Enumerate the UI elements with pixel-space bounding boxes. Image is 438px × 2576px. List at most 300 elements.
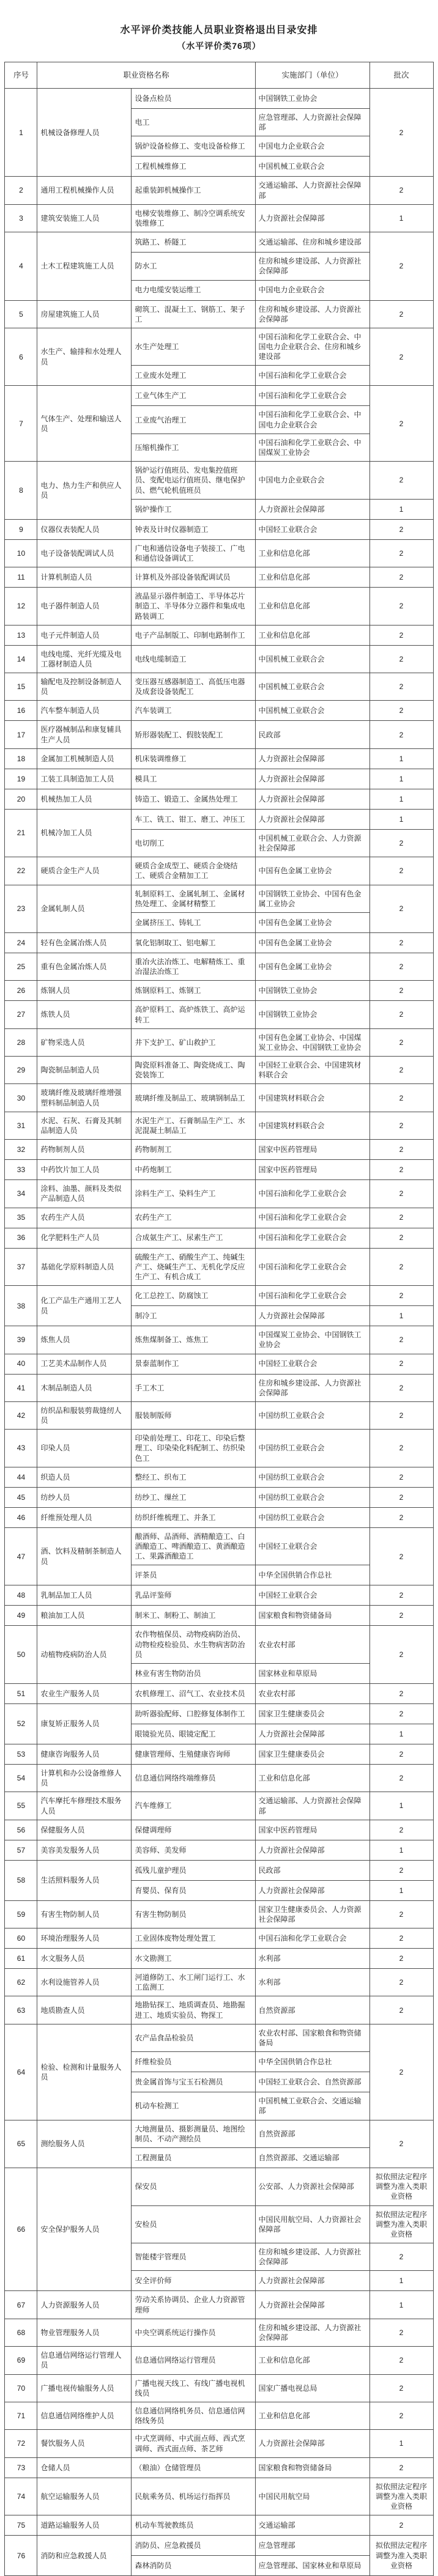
batch-cell: 2	[369, 1527, 433, 1585]
qualification-name-cell: 电力电缆安装运维工	[132, 280, 255, 300]
department-cell: 公安部、人力资源社会保障部	[255, 2168, 369, 2205]
row-number-cell: 61	[5, 1949, 37, 1969]
department-cell: 中国机械工业联合会、人力资源社会保障部	[255, 829, 369, 857]
table-row	[5, 625, 433, 645]
batch-cell: 2	[369, 1057, 433, 1084]
qualification-name-cell: 美容师、美发师	[132, 1840, 255, 1860]
department-cell: 中国建筑材料联合会	[255, 1084, 369, 1112]
table-row	[5, 2402, 433, 2429]
department-cell: 中华全国供销合作总社	[255, 2052, 369, 2072]
row-number-cell: 26	[5, 981, 37, 1001]
category-cell: 建筑安装施工人员	[37, 204, 132, 232]
qualification-name-cell: 车工、铣工、钳工、磨工、冲压工	[132, 809, 255, 829]
table-row	[5, 1286, 433, 1306]
qualification-name-cell: 锅炉运行值班员、发电集控值班员、变配电运行值班员、继电保护员、燃气轮机值班员	[132, 462, 255, 500]
table-row	[5, 1744, 433, 1764]
department-cell: 中国钢铁工业协会	[255, 1001, 369, 1028]
row-number-cell: 16	[5, 701, 37, 721]
table-row	[5, 1248, 433, 1286]
department-cell: 交通运输部、住房和城乡建设部	[255, 232, 369, 253]
row-number-cell: 65	[5, 2120, 37, 2168]
category-cell: 电线电缆、光纤光缆及电工器材制造人员	[37, 645, 132, 673]
category-cell: 房屋建筑施工人员	[37, 300, 132, 328]
department-cell: 住房和城乡建设部、人力资源社会保障部	[255, 253, 369, 280]
qualification-name-cell: 合成氨生产工、尿素生产工	[132, 1228, 255, 1248]
row-number-cell: 29	[5, 1057, 37, 1084]
table-row	[5, 1820, 433, 1840]
department-cell: 人力资源社会保障部	[255, 2430, 369, 2457]
row-number-cell: 39	[5, 1326, 37, 1354]
department-cell: 工业和信息化部	[255, 1764, 369, 1792]
qualification-name-cell: 矫形器装配工、假肢装配工	[132, 721, 255, 748]
batch-cell: 2	[369, 1467, 433, 1487]
department-cell: 中国轻工业联合会、自然资源部	[255, 2072, 369, 2092]
table-row	[5, 1606, 433, 1626]
department-cell: 中国石油和化学工业联合会	[255, 1248, 369, 1286]
qualification-name-cell: 铸造工、锻造工、金属热处理工	[132, 789, 255, 809]
qualification-name-cell: 化工总控工、防腐蚀工	[132, 1286, 255, 1306]
table-row	[5, 1001, 433, 1028]
row-number-cell: 36	[5, 1228, 37, 1248]
batch-cell: 2	[369, 2120, 433, 2168]
batch-cell: 2	[369, 1683, 433, 1703]
batch-cell: 2	[369, 721, 433, 748]
batch-cell: 2	[369, 2515, 433, 2536]
department-cell: 自然资源部	[255, 2120, 369, 2147]
row-number-cell: 5	[5, 300, 37, 328]
department-cell: 人力资源社会保障部	[255, 789, 369, 809]
table-row	[5, 1374, 433, 1401]
category-cell: 炼焦人员	[37, 1326, 132, 1354]
row-number-cell: 50	[5, 1626, 37, 1684]
row-number-cell: 6	[5, 328, 37, 386]
batch-cell: 1	[369, 809, 433, 829]
batch-cell: 1	[369, 2430, 433, 2457]
department-cell: 国家卫生健康委员会、人力资源社会保障部	[255, 1900, 369, 1928]
department-cell: 国家卫生健康委员会	[255, 1703, 369, 1724]
qualification-name-cell: 炼焦煤制备工、炼焦工	[132, 1326, 255, 1354]
batch-cell: 2	[369, 1228, 433, 1248]
row-number-cell: 70	[5, 2374, 37, 2402]
batch-cell: 2	[369, 567, 433, 588]
table-row	[5, 2120, 433, 2147]
row-number-cell: 55	[5, 1792, 37, 1820]
row-number-cell: 51	[5, 1683, 37, 1703]
table-row	[5, 204, 433, 232]
department-cell: 中国民用航空局	[255, 2478, 369, 2515]
qualification-name-cell: 地勘钻探工、地质调查员、地勘掘进工、地质实验员、物探工	[132, 1996, 255, 2024]
department-cell: 水利部	[255, 1949, 369, 1969]
batch-cell: 2	[369, 462, 433, 500]
page-subtitle: （水平评价类76项）	[177, 41, 261, 51]
table-row	[5, 748, 433, 769]
department-cell: 应急管理部、人力资源社会保障部	[255, 109, 369, 136]
qualification-name-cell: 汽车装调工	[132, 701, 255, 721]
qualification-name-cell: 广电和通信设备电子装接工、广电和通信设备调试工	[132, 539, 255, 567]
qualification-name-cell: 制冷工	[132, 1306, 255, 1326]
qualification-name-cell: 孤残儿童护理员	[132, 1860, 255, 1880]
category-cell: 轻有色金属冶炼人员	[37, 932, 132, 953]
row-number-cell: 24	[5, 932, 37, 953]
category-cell: 物业管理服务人员	[37, 2319, 132, 2346]
qualifications-table	[4, 62, 433, 2576]
row-number-cell: 60	[5, 1928, 37, 1949]
department-cell: 中国电力企业联合会	[255, 136, 369, 157]
row-number-cell: 1	[5, 89, 37, 177]
table-row	[5, 1160, 433, 1180]
qualification-name-cell: 景泰蓝制作工	[132, 1354, 255, 1374]
department-cell: 人力资源社会保障部	[255, 748, 369, 769]
category-cell: 工装工具制造加工人员	[37, 769, 132, 789]
batch-cell: 2	[369, 2457, 433, 2478]
department-cell: 中国石油和化学工业联合会、中国煤炭工业协会	[255, 434, 369, 461]
department-cell: 应急管理部、国家林业和草原局	[255, 2556, 369, 2576]
qualification-name-cell: 中央空调系统运行操作员	[132, 2319, 255, 2346]
row-number-cell: 7	[5, 386, 37, 462]
category-cell: 重有色金属冶炼人员	[37, 953, 132, 980]
qualification-name-cell: 健康管理师、生殖健康咨询师	[132, 1744, 255, 1764]
category-cell: 气体生产、处理和输送人员	[37, 386, 132, 462]
department-cell: 水利部	[255, 1969, 369, 1996]
department-cell: 中国轻工业联合会	[255, 1527, 369, 1565]
department-cell: 住房和城乡建设部、人力资源社会保障部	[255, 1374, 369, 1401]
department-cell: 自然资源部	[255, 1996, 369, 2024]
row-number-cell: 3	[5, 204, 37, 232]
row-number-cell: 13	[5, 625, 37, 645]
category-cell: 检验、检测和计量服务人员	[37, 2024, 132, 2120]
department-cell: 中国机械工业联合会、交通运输部	[255, 2092, 369, 2120]
row-number-cell: 35	[5, 1208, 37, 1228]
department-cell: 工业和信息化部	[255, 539, 369, 567]
qualification-name-cell: 信息通信网络终端维修员	[132, 1764, 255, 1792]
table-row	[5, 1527, 433, 1565]
department-cell: 农业农村部	[255, 1626, 369, 1664]
table-row	[5, 2536, 433, 2556]
qualification-name-cell: 高炉原料工、高炉炼铁工、高炉运转工	[132, 1001, 255, 1028]
department-cell: 交通运输部、人力资源社会保障部	[255, 1792, 369, 1820]
qualification-name-cell: 药物制剂工	[132, 1140, 255, 1160]
batch-cell: 1	[369, 2291, 433, 2319]
qualification-name-cell: 信息通信网络机务员、信息通信网络线务员	[132, 2402, 255, 2429]
category-cell: 消防和应急救援人员	[37, 2536, 132, 2576]
table-row	[5, 1949, 433, 1969]
table-row	[5, 328, 433, 366]
row-number-cell: 9	[5, 519, 37, 539]
row-number-cell: 18	[5, 748, 37, 769]
category-cell: 纤维预处理人员	[37, 1507, 132, 1527]
qualification-name-cell: 电工	[132, 109, 255, 136]
table-row	[5, 1401, 433, 1429]
qualification-name-cell: 硫酸生产工、硝酸生产工、纯碱生产工、烧碱生产工、无机化学反应生产工、有机合成工	[132, 1248, 255, 1286]
table-row	[5, 769, 433, 789]
qualification-name-cell: 乳品评鉴师	[132, 1585, 255, 1606]
page-title: 水平评价类技能人员职业资格退出目录安排	[120, 25, 318, 35]
category-cell: 信息通信网络运行管理人员	[37, 2347, 132, 2374]
qualification-name-cell: 消防员、应急救援员	[132, 2536, 255, 2556]
batch-cell: 1	[369, 1880, 433, 1900]
qualification-name-cell: 电线电缆制造工	[132, 645, 255, 673]
qualification-name-cell: 变压器互感器制造工、高低压电器及成套设备装配工	[132, 673, 255, 701]
qualification-name-cell: 纤维检验员	[132, 2052, 255, 2072]
batch-cell: 2	[369, 1703, 433, 1724]
category-cell: 水生产、输排和水处理人员	[37, 328, 132, 386]
row-number-cell: 38	[5, 1286, 37, 1326]
batch-cell: 2	[369, 953, 433, 980]
department-cell: 住房和城乡建设部、人力资源社会保障部	[255, 2319, 369, 2346]
batch-cell: 2	[369, 1996, 433, 2024]
department-cell: 国家林业和草原局	[255, 1663, 369, 1683]
table-row	[5, 1326, 433, 1354]
table-row	[5, 1840, 433, 1860]
table-row	[5, 2347, 433, 2374]
row-number-cell: 31	[5, 1112, 37, 1139]
department-cell: 国家卫生健康委员会	[255, 1744, 369, 1764]
row-number-cell: 25	[5, 953, 37, 980]
qualification-name-cell: 液晶显示器件制造工、半导体芯片制造工、半导体分立器件和集成电路装调工	[132, 588, 255, 626]
table-row	[5, 1430, 433, 1467]
category-cell: 水泥、石灰、石膏及其制品制造人员	[37, 1112, 132, 1139]
row-number-cell: 37	[5, 1248, 37, 1286]
department-cell: 中国纺织工业联合会	[255, 1401, 369, 1429]
table-row	[5, 1585, 433, 1606]
category-cell: 地质勘查人员	[37, 1996, 132, 2024]
department-cell: 工业和信息化部	[255, 567, 369, 588]
qualification-name-cell: 机动车驾驶教练员	[132, 2515, 255, 2536]
category-cell: 道路运输服务人员	[37, 2515, 132, 2536]
row-number-cell: 53	[5, 1744, 37, 1764]
qualification-name-cell: 电切削工	[132, 829, 255, 857]
category-cell: 木制品制造人员	[37, 1374, 132, 1401]
qualification-name-cell: 汽车维修工	[132, 1792, 255, 1820]
department-cell: 人力资源社会保障部	[255, 1724, 369, 1744]
department-cell: 人力资源社会保障部	[255, 204, 369, 232]
batch-cell: 2	[369, 519, 433, 539]
table-row	[5, 1626, 433, 1664]
department-cell: 工业和信息化部	[255, 625, 369, 645]
table-row	[5, 701, 433, 721]
batch-cell: 2	[369, 1401, 433, 1429]
qualification-name-cell: 电子产品制版工、印制电路制作工	[132, 625, 255, 645]
category-cell: 汽车整车制造人员	[37, 701, 132, 721]
batch-cell: 2	[369, 1969, 433, 1996]
category-cell: 药物制剂人员	[37, 1140, 132, 1160]
department-cell: 中国钢铁工业协会、中国有色金属工业协会	[255, 885, 369, 912]
department-cell: 应急管理部	[255, 2536, 369, 2556]
qualification-name-cell: 酿酒师、品酒师、酒精酿造工、白酒酿造工、啤酒酿造工、黄酒酿造工、果露酒酿造工	[132, 1527, 255, 1565]
department-cell: 中国有色金属工业协会	[255, 857, 369, 885]
category-cell: 餐饮服务人员	[37, 2430, 132, 2457]
qualification-name-cell: 筑路工、桥隧工	[132, 232, 255, 253]
column-header-department: 实施部门（单位）	[255, 62, 369, 89]
row-number-cell: 32	[5, 1140, 37, 1160]
department-cell: 民政部	[255, 1860, 369, 1880]
qualification-name-cell: 纺织纤维梳理工、并条工	[132, 1507, 255, 1527]
qualification-name-cell: 制米工、制粉工、制油工	[132, 1606, 255, 1626]
row-number-cell: 30	[5, 1084, 37, 1112]
qualification-name-cell: 森林消防员	[132, 2556, 255, 2576]
batch-cell: 2	[369, 981, 433, 1001]
batch-cell: 2	[369, 1820, 433, 1840]
qualification-name-cell: 农药生产工	[132, 1208, 255, 1228]
batch-cell: 2	[369, 1744, 433, 1764]
row-number-cell: 49	[5, 1606, 37, 1626]
qualification-name-cell: 锅炉操作工	[132, 499, 255, 519]
table-row	[5, 386, 433, 406]
batch-cell: 2	[369, 1326, 433, 1354]
category-cell: 航空运输服务人员	[37, 2478, 132, 2515]
batch-cell: 拟依照法定程序调整为准入类职业资格	[369, 2168, 433, 2205]
batch-cell: 2	[369, 177, 433, 204]
qualification-name-cell: 纺纱工、缫丝工	[132, 1487, 255, 1507]
department-cell: 中国纺织工业联合会	[255, 1467, 369, 1487]
category-cell: 计算机制造人员	[37, 567, 132, 588]
department-cell: 中国钢铁工业协会	[255, 89, 369, 109]
batch-cell: 2	[369, 1860, 433, 1880]
table-row	[5, 300, 433, 328]
category-cell: 炼钢人员	[37, 981, 132, 1001]
table-row	[5, 2374, 433, 2402]
category-cell: 仓储人员	[37, 2457, 132, 2478]
qualification-name-cell: 中药炮制工	[132, 1160, 255, 1180]
table-row	[5, 1228, 433, 1248]
table-row	[5, 1057, 433, 1084]
department-cell: 农业农村部、国家粮食和物资储备局	[255, 2024, 369, 2051]
table-row	[5, 2478, 433, 2515]
batch-cell: 2	[369, 857, 433, 885]
batch-cell: 2	[369, 1001, 433, 1028]
department-cell: 工业和信息化部	[255, 588, 369, 626]
batch-cell: 2	[369, 539, 433, 567]
qualification-name-cell: 井下支护工、矿山救护工	[132, 1028, 255, 1056]
qualification-name-cell: 水泥生产工、石膏制品生产工、水泥混凝土制品工	[132, 1112, 255, 1139]
batch-cell: 2	[369, 1286, 433, 1306]
qualification-name-cell: 评茶员	[132, 1565, 255, 1585]
batch-cell: 2	[369, 1084, 433, 1112]
qualification-name-cell: 农产品食品检验员	[132, 2024, 255, 2051]
batch-cell: 2	[369, 2347, 433, 2374]
table-row	[5, 1969, 433, 1996]
table-row	[5, 1028, 433, 1056]
batch-cell: 2	[369, 1354, 433, 1374]
qualification-name-cell: 河道修防工、水工闸门运行工、水工监测工	[132, 1969, 255, 1996]
category-cell: 机械冷加工人员	[37, 809, 132, 857]
row-number-cell: 69	[5, 2347, 37, 2374]
row-number-cell: 14	[5, 645, 37, 673]
table-row	[5, 953, 433, 980]
category-cell: 通用工程机械操作人员	[37, 177, 132, 204]
department-cell: 民政部	[255, 721, 369, 748]
batch-cell: 1	[369, 499, 433, 519]
batch-cell: 1	[369, 1724, 433, 1744]
table-row	[5, 1764, 433, 1792]
row-number-cell: 21	[5, 809, 37, 857]
row-number-cell: 75	[5, 2515, 37, 2536]
department-cell: 人力资源社会保障部	[255, 2271, 369, 2291]
row-number-cell: 20	[5, 789, 37, 809]
qualification-name-cell: 安检员	[132, 2205, 255, 2243]
table-row	[5, 789, 433, 809]
category-cell: 动植物疫病防治人员	[37, 1626, 132, 1684]
qualification-name-cell: 电梯安装维修工、制冷空调系统安装维修工	[132, 204, 255, 232]
table-row	[5, 519, 433, 539]
category-cell: 医疗器械制品和康复辅具生产人员	[37, 721, 132, 748]
category-cell: 陶瓷制品制造人员	[37, 1057, 132, 1084]
table-row	[5, 721, 433, 748]
department-cell: 中国有色金属工业协会	[255, 912, 369, 932]
batch-cell: 拟依照法定程序调整为准入类职业资格	[369, 2205, 433, 2243]
qualification-name-cell: 重冶火法冶炼工、电解精炼工、重冶湿法冶炼工	[132, 953, 255, 980]
row-number-cell: 8	[5, 462, 37, 520]
batch-cell: 1	[369, 1306, 433, 1326]
row-number-cell: 43	[5, 1430, 37, 1467]
row-number-cell: 33	[5, 1160, 37, 1180]
batch-cell: 2	[369, 2402, 433, 2429]
category-cell: 纺织品和服装剪裁缝纫人员	[37, 1401, 132, 1429]
table-row	[5, 539, 433, 567]
row-number-cell: 42	[5, 1401, 37, 1429]
qualification-name-cell: 育婴员、保育员	[132, 1880, 255, 1900]
table-row	[5, 645, 433, 673]
category-cell: 水文服务人员	[37, 1949, 132, 1969]
department-cell: 中国民用航空局、人力资源社会保障部	[255, 2205, 369, 2243]
category-cell: 电力、热力生产和供应人员	[37, 462, 132, 520]
row-number-cell: 67	[5, 2291, 37, 2319]
category-cell: 输配电及控制设备制造人员	[37, 673, 132, 701]
qualification-name-cell: 工业气体生产工	[132, 386, 255, 406]
qualifications-table-body	[5, 89, 433, 2576]
department-cell: 国家粮食和物资储备局	[255, 1606, 369, 1626]
column-header-no: 序号	[5, 62, 37, 89]
qualification-name-cell: 起重装卸机械操作工	[132, 177, 255, 204]
category-cell: 电子设备装配调试人员	[37, 539, 132, 567]
batch-cell: 2	[369, 673, 433, 701]
department-cell: 交通运输部、人力资源社会保障部	[255, 177, 369, 204]
batch-cell: 2	[369, 1606, 433, 1626]
qualification-name-cell: 印染前处理工、印花工、印染后整理工、印染染化料配制工、纺织染色工	[132, 1430, 255, 1467]
department-cell: 中国机械工业联合会	[255, 701, 369, 721]
table-row	[5, 1996, 433, 2024]
table-row	[5, 1354, 433, 1374]
batch-cell: 1	[369, 769, 433, 789]
qualification-name-cell: 轧制原料工、金属轧制工、金属材热处理工、金属材精整工	[132, 885, 255, 912]
category-cell: 玻璃纤维及玻璃纤维增强塑料制品制造人员	[37, 1084, 132, 1112]
category-cell: 织造人员	[37, 1467, 132, 1487]
department-cell: 中国电力企业联合会	[255, 280, 369, 300]
batch-cell: 拟依照法定程序调整为准入类职业资格	[369, 2536, 433, 2576]
table-row	[5, 567, 433, 588]
table-row	[5, 1487, 433, 1507]
qualification-name-cell: 机床装调维修工	[132, 748, 255, 769]
row-number-cell: 10	[5, 539, 37, 567]
batch-cell: 2	[369, 1160, 433, 1180]
row-number-cell: 12	[5, 588, 37, 626]
department-cell: 交通运输部	[255, 2515, 369, 2536]
category-cell: 农药生产人员	[37, 1208, 132, 1228]
table-row	[5, 1928, 433, 1949]
row-number-cell: 68	[5, 2319, 37, 2346]
row-number-cell: 27	[5, 1001, 37, 1028]
table-row	[5, 588, 433, 626]
column-header-batch: 批次	[369, 62, 433, 89]
department-cell: 国家中医药管理局	[255, 1820, 369, 1840]
category-cell: 乳制品加工人员	[37, 1585, 132, 1606]
department-cell: 中国纺织工业联合会	[255, 1487, 369, 1507]
category-cell: 涂料、油墨、颜料及类似产品制造人员	[37, 1180, 132, 1208]
department-cell: 人力资源社会保障部	[255, 499, 369, 519]
qualification-name-cell: 有害生物防制员	[132, 1900, 255, 1928]
row-number-cell: 2	[5, 177, 37, 204]
batch-cell: 2	[369, 2374, 433, 2402]
